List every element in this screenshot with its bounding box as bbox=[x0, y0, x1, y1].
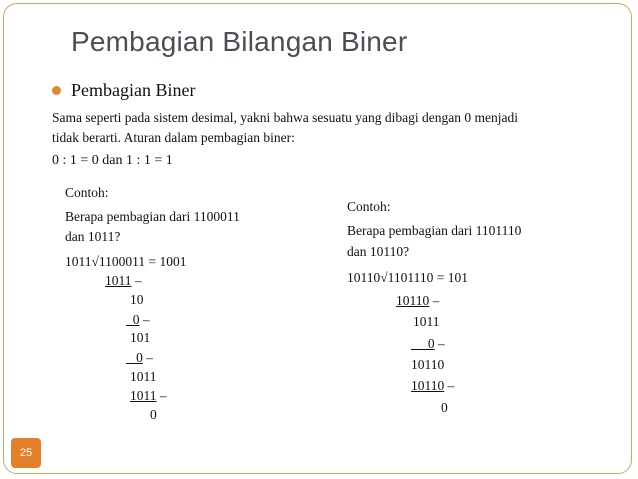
subtract-sign: – bbox=[139, 312, 150, 327]
division-step bbox=[130, 388, 167, 404]
division-result: 0 bbox=[441, 400, 448, 415]
subtract-sign: – bbox=[444, 378, 455, 393]
subtract-sign: – bbox=[429, 293, 440, 308]
division-step: 1011 bbox=[413, 314, 440, 329]
example-question-line: Berapa pembagian dari 1101110 bbox=[347, 223, 522, 238]
division-step: 1011 bbox=[130, 369, 157, 384]
division-step-value: 1011 bbox=[130, 388, 157, 403]
example-question-line: dan 1011? bbox=[65, 229, 121, 244]
subtract-sign: – bbox=[131, 273, 142, 288]
division-step bbox=[126, 350, 153, 366]
bullet-text: Pembagian Biner bbox=[71, 80, 196, 100]
division-step-value: 10110 bbox=[411, 378, 445, 393]
division-step: 10 bbox=[130, 292, 144, 307]
division-step-value: 1011 bbox=[105, 273, 132, 288]
bullet-dot-icon bbox=[52, 86, 61, 95]
example-question-line: Berapa pembagian dari 1100011 bbox=[65, 209, 240, 224]
subtract-sign: – bbox=[434, 336, 445, 351]
subtract-sign: – bbox=[156, 388, 167, 403]
page-number-badge: 25 bbox=[11, 438, 41, 468]
intro-line-1: Sama seperti pada sistem desimal, yakni bahwa sesuatu yang dibagi dengan 0 menjadi bbox=[52, 110, 519, 125]
division-step bbox=[411, 378, 454, 394]
division-step: 10110 bbox=[411, 357, 445, 372]
division-step bbox=[396, 293, 439, 309]
division-equation: 10110√1101110 = 101 bbox=[347, 270, 469, 285]
bullet-item bbox=[52, 80, 195, 101]
division-step-value: 10110 bbox=[396, 293, 430, 308]
subtract-sign: – bbox=[142, 350, 153, 365]
division-result: 0 bbox=[150, 407, 157, 422]
division-equation: 1011√1100011 = 1001 bbox=[65, 254, 187, 269]
example-question-line: dan 10110? bbox=[347, 244, 410, 259]
slide-title: Pembagian Bilangan Biner bbox=[71, 26, 408, 57]
division-step-value: 0 bbox=[126, 350, 143, 365]
division-step bbox=[411, 336, 445, 352]
division-step-value: 0 bbox=[126, 312, 140, 327]
intro-line-2: tidak berarti. Aturan dalam pembagian biner: bbox=[52, 130, 295, 145]
division-rule: 0 : 1 = 0 dan 1 : 1 = 1 bbox=[52, 153, 173, 168]
example-heading: Contoh: bbox=[65, 185, 109, 200]
division-step bbox=[105, 273, 142, 289]
division-step: 101 bbox=[130, 330, 151, 345]
example-heading: Contoh: bbox=[347, 199, 391, 214]
division-step-value: 0 bbox=[411, 336, 435, 351]
division-step bbox=[126, 312, 150, 328]
